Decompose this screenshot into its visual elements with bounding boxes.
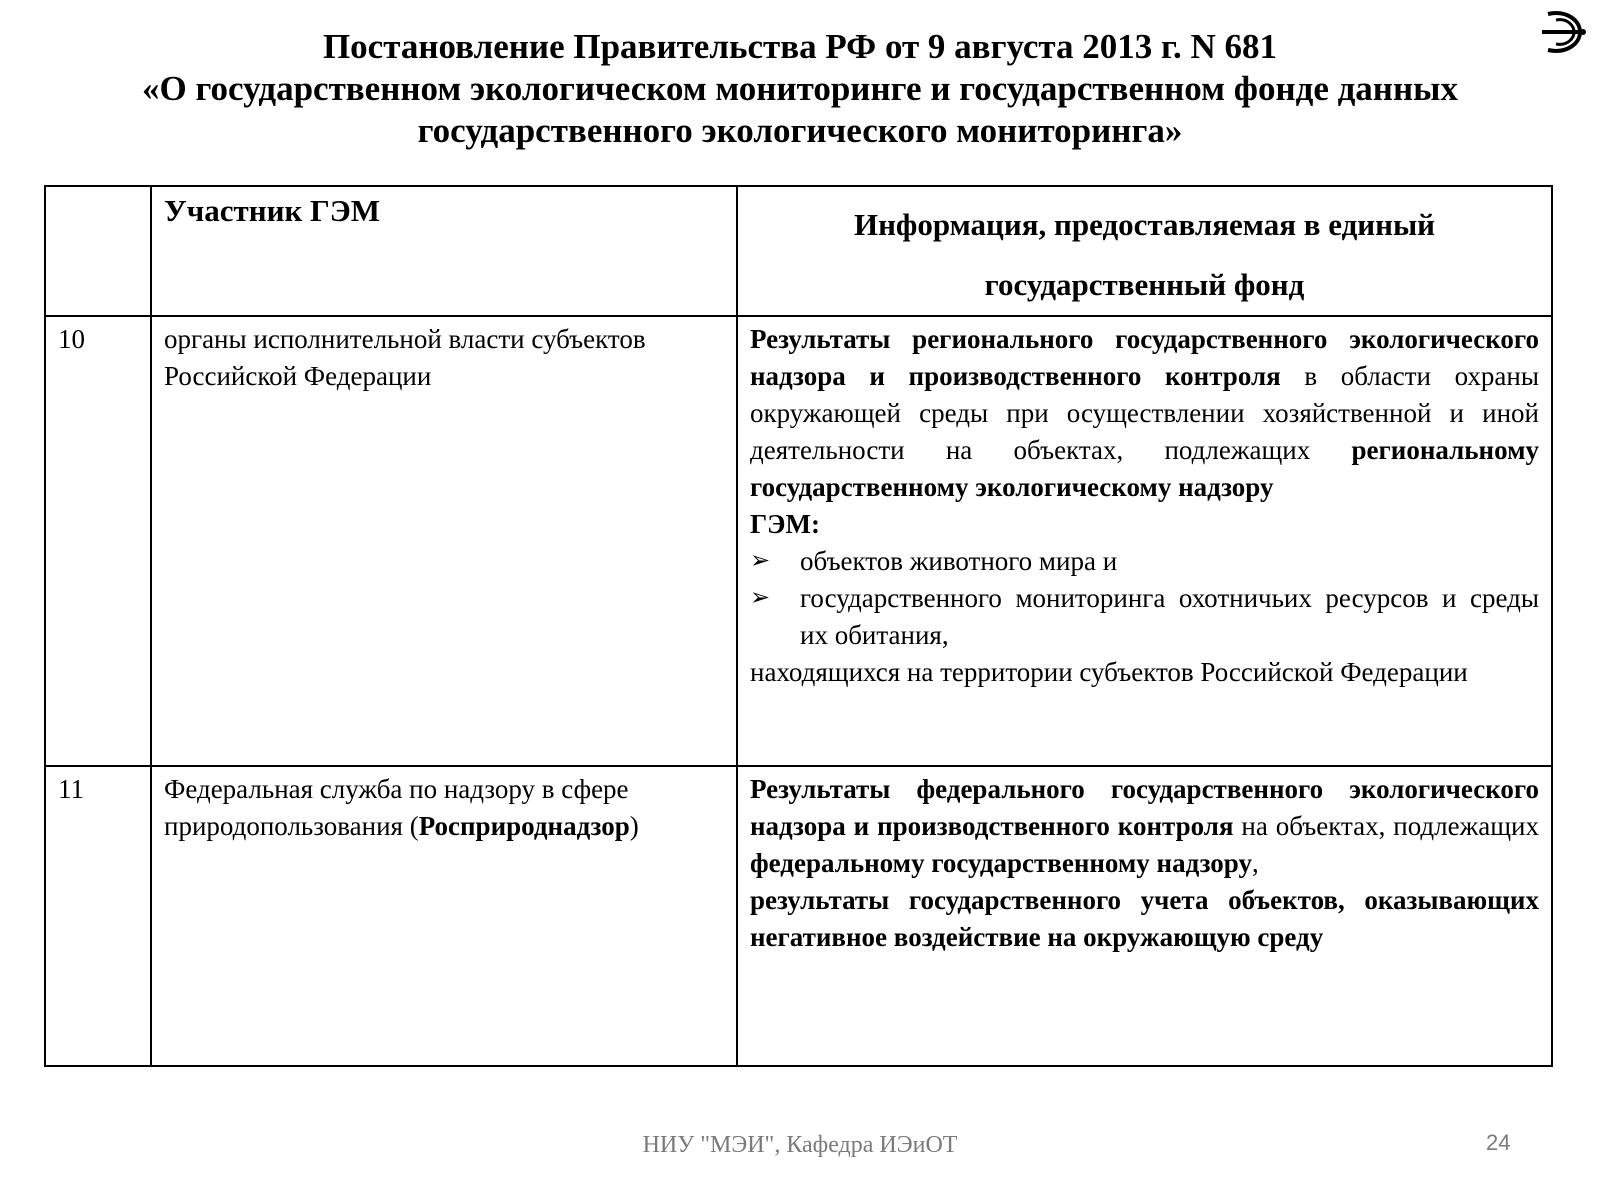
row-info (737, 766, 1552, 1066)
participant-text: Федеральная служба по надзору в сфере природопользования ( (164, 774, 629, 841)
header-info-text: Информация, предоставляемая в единый государственный фонд (853, 207, 1436, 302)
header-participant: Участник ГЭМ (151, 186, 737, 316)
info-paragraph-2: результаты государственного учета объектов, оказывающих негативное воздействие на окружающую среду (750, 885, 1539, 952)
footer-text: НИУ "МЭИ", Кафедра ИЭиОТ (642, 1132, 958, 1158)
participant-bold: Росприроднадзор (418, 811, 630, 841)
participant-end: ) (629, 811, 639, 841)
title-line-1: Постановление Правительства РФ от 9 августа 2013 г. N 681 (322, 27, 1278, 66)
table-header-row (45, 186, 1552, 316)
page-number: 24 (1486, 1130, 1511, 1155)
participants-table (44, 185, 1553, 1067)
list-item-text: объектов животного мира и (800, 546, 1118, 576)
info-end: , (1251, 848, 1259, 878)
info-bold: Результаты федерального государственного экологического надзора и производственного контроля (750, 774, 1539, 841)
page-title (0, 26, 1600, 152)
row-number: 11 (45, 766, 151, 1066)
info-paragraph (750, 321, 1539, 506)
gem-label: ГЭМ: (750, 509, 820, 539)
bullet-list (750, 543, 1539, 654)
title-line-2: «О государственном экологическом мониторинге и государственном фонде данных (142, 69, 1458, 108)
list-item (750, 543, 1539, 580)
row-participant (151, 766, 737, 1066)
info-paragraph (750, 771, 1539, 882)
header-info (737, 186, 1552, 316)
info-bold-2: федеральному государственному надзору (750, 848, 1252, 878)
header-num-cell (45, 186, 151, 316)
row-info (737, 316, 1552, 766)
arrow-bullet-icon: ➢ (750, 585, 771, 611)
arrow-bullet-icon: ➢ (750, 548, 771, 574)
row-participant: органы исполнительной власти субъектов Российской Федерации (151, 316, 737, 766)
info-bold-2: региональному государственному экологическому надзору (750, 435, 1539, 502)
info-text: на объектах, подлежащих (1233, 811, 1539, 841)
title-line-3: государственного экологического мониторинга» (417, 111, 1183, 150)
table-row (45, 316, 1552, 766)
info-tail: находящихся на территории субъектов Российской Федерации (750, 657, 1468, 687)
list-item (750, 580, 1539, 654)
list-item-text: государственного мониторинга охотничьих ресурсов и среды их обитания, (800, 583, 1539, 650)
row-number: 10 (45, 316, 151, 766)
info-text: в области охраны окружающей среды при осуществлении хозяйственной и иной деятельности на объектах, подлежащих (750, 361, 1539, 465)
info-bold: Результаты регионального государственного экологического надзора и производственного контроля (750, 324, 1539, 391)
table-row (45, 766, 1552, 1066)
